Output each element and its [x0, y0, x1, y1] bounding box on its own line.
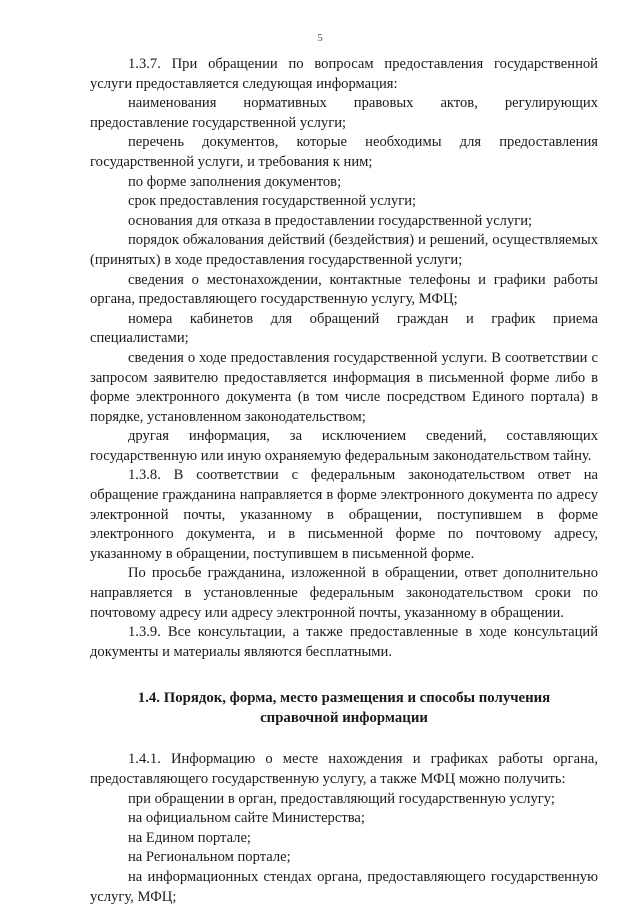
- page-number: 5: [317, 32, 323, 44]
- paragraph-1-3-9: 1.3.9. Все консультации, а также предоставленные в ходе консультаций документы и материалы являются бесплатными.: [90, 624, 598, 660]
- list-item-in-person: при обращении в орган, предоставляющий государственную услугу;: [128, 790, 555, 807]
- list-item-legal-acts: наименования нормативных правовых актов, регулирующих предоставление государственной услуги;: [90, 95, 598, 131]
- paragraph-citizen-request: По просьбе гражданина, изложенной в обращении, ответ дополнительно направляется в установленные федеральным законодательством сроки по почтовому адресу или адресу электронной почты, указанному в обращении.: [90, 565, 598, 621]
- list-item-location-contacts: сведения о местонахождении, контактные телефоны и графики работы органа, предоставляющего государственную услугу, МФЦ;: [90, 271, 598, 308]
- list-item-ministry-site: на официальном сайте Министерства;: [128, 810, 365, 827]
- list-item-refusal-grounds: основания для отказа в предоставлении государственной услуги;: [128, 212, 533, 229]
- heading-line-1: 1.4. Порядок, форма, место размещения и способы получения: [137, 690, 551, 707]
- paragraph-1-4-1: 1.4.1. Информацию о месте нахождения и графиках работы органа, предоставляющего государственную услугу, а также МФЦ можно получить:: [90, 751, 598, 787]
- heading-line-2: справочной информации: [260, 710, 428, 727]
- list-item-unified-portal: на Едином портале;: [128, 829, 251, 846]
- list-item-progress-info: сведения о ходе предоставления государственной услуги. В соответствии с запросом заявителю предоставляется информация в письменной форме либо в форме электронного документа (в том числе посредством Единого портала) в порядке, установленном законодательством;: [90, 349, 598, 425]
- paragraph-1-3-8: 1.3.8. В соответствии с федеральным законодательством ответ на обращение гражданина направляется в форме электронного документа по адресу электронной почты, указанному в обращении, поступившем в форме электронного документа, и в письменной форме по почтовому адресу, указанному в обращении, поступившем в письменной форме.: [90, 467, 598, 562]
- section-heading-1-4: [90, 688, 598, 728]
- list-item-regional-portal: на Региональном портале;: [128, 849, 291, 866]
- list-item-form-filling: по форме заполнения документов;: [128, 173, 342, 190]
- list-item-office-numbers: номера кабинетов для обращений граждан и график приема специалистами;: [90, 310, 598, 347]
- list-item-service-term: срок предоставления государственной услуги;: [128, 193, 417, 210]
- list-item-info-stands: на информационных стендах органа, предоставляющего государственную услугу, МФЦ;: [90, 868, 598, 905]
- paragraph-1-3-7: 1.3.7. При обращении по вопросам предоставления государственной услуги предоставляется следующая информация:: [90, 56, 598, 92]
- list-item-other-info: другая информация, за исключением сведений, составляющих государственную или иную охраняемую федеральным законодательством тайну.: [90, 428, 598, 464]
- list-item-documents: перечень документов, которые необходимы для предоставления государственной услуги, и требования к ним;: [90, 134, 598, 170]
- list-item-appeal-procedure: порядок обжалования действий (бездействия) и решений, осуществляемых (принятых) в ходе предоставления государственной услуги;: [90, 232, 598, 268]
- document-body: [90, 55, 598, 907]
